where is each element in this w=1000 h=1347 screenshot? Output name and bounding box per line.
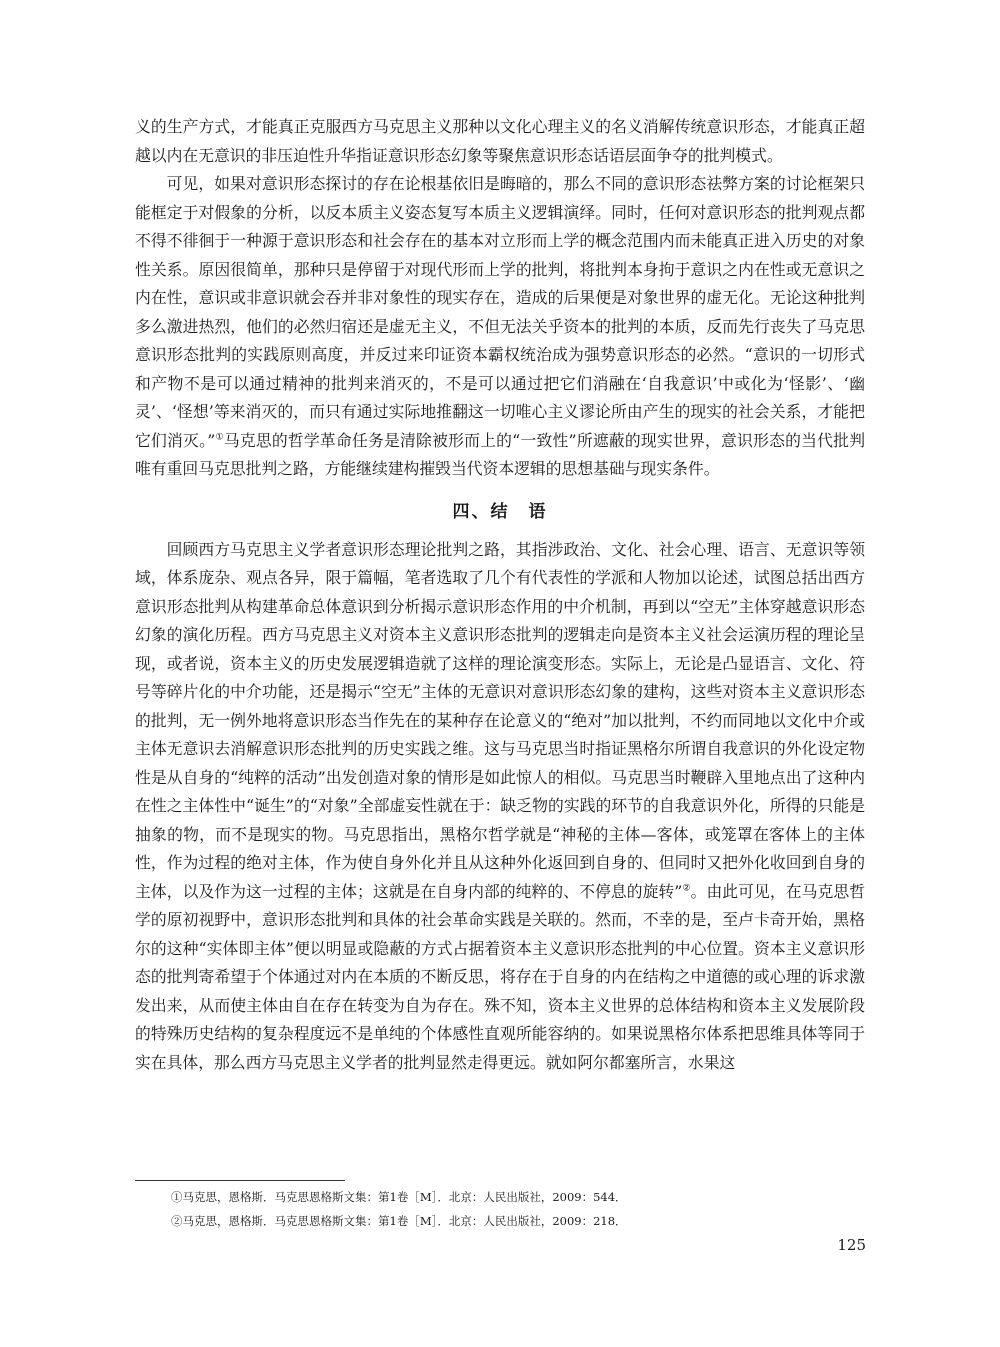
footnote-divider [135,1180,345,1181]
paragraph-continuation: 义的生产方式，才能真正克服西方马克思主义那种以文化心理主义的名义消解传统意识形态，才能真正超越以内在无意识的非压迫性升华指证意识形态幻象等聚焦意识形态话语层面争夺的批判模式。 [135,117,865,165]
page-body [135,113,865,1077]
footnote-ref-1: ① [215,432,224,443]
paragraph-text: 回顾西方马克思主义学者意识形态理论批判之路，其指涉政治、文化、社会心理、语言、无意识等领域，体系庞杂、观点各异，限于篇幅，笔者选取了几个有代表性的学派和人物加以论述，试图总括出西方意识形态批判从构建革命总体意识到分析揭示意识形态作用的中介机制，再到以“空无”主体穿越意识形态幻象的演化历程。西方马克思主义对资本主义意识形态批判的逻辑走向是资本主义社会运演历程的理论呈现，或者说，资本主义的历史发展逻辑造就了这样的理论演变形态。实际上，无论是凸显语言、文化、符号等碎片化的中介功能，还是揭示“空无”主体的无意识对意识形态幻象的建构，这些对资本主义意识形态的批判，无一例外地将意识形态当作先在的某种存在论意义的“绝对”加以批判，不约而同地以文化中介或主体无意识去消解意识形态批判的历史实践之维。这与马克思当时指证黑格尔所谓自我意识的外化设定物性是从自身的“纯粹的活动”出发创造对象的情形是如此惊人的相似。马克思当时鞭辟入里地点出了这种内在性之主体性中“诞生”的“对象”全部虚妄性就在于：缺乏物的实践的环节的自我意识外化，所得的只能是抽象的物，而不是现实的物。马克思指出，黑格尔哲学就是“神秘的主体—客体，或笼罩在客体上的主体性，作为过程的绝对主体，作为使自身外化并且从这种外化返回到自身的、但同时又把外化收回到自身的主体，以及作为这一过程的主体；这就是在自身内部的纯粹的、不停息的旋转” [135,539,865,901]
section-heading-conclusion: 四、结 语 [452,501,548,522]
footnote-1: ①马克思，恩格斯．马克思恩格斯文集：第1卷［M］．北京：人民出版社，2009：544． [171,1190,627,1204]
paragraph-conclusion [135,536,865,1078]
paragraph-text: 可见，如果对意识形态探讨的存在论根基依旧是晦暗的，那么不同的意识形态祛弊方案的讨论框架只能框定于对假象的分析，以反本质主义姿态复写本质主义逻辑演绎。同时，任何对意识形态的批判观点都不得不徘徊于一种源于意识形态和社会存在的基本对立形而上学的概念范围内而未能真正进入历史的对象性关系。原因很简单，那种只是停留于对现代形而上学的批判，将批判本身拘于意识之内在性或无意识之内在性，意识或非意识就会吞并非对象性的现实存在，造成的后果便是对象世界的虚无化。无论这种批判多么激进热烈，他们的必然归宿还是虚无主义，不但无法关乎资本的批判的本质，反而先行丧失了马克思意识形态批判的实践原则高度，并反过来印证资本霸权统治成为强势意识形态的必然。“意识的一切形式和产物不是可以通过精神的批判来消灭的，不是可以通过把它们消融在‘自我意识’中或化为‘怪影’、‘幽灵’、‘怪想’等来消灭的，而只有通过实际地推翻这一切唯心主义谬论所由产生的现实的社会关系，才能把它们消灭。” [135,174,865,450]
footnotes [135,1180,865,1233]
footnote-ref-2: ② [682,883,691,894]
paragraph-ontology-critique [135,170,865,484]
footnote-2: ②马克思，恩格斯．马克思恩格斯文集：第1卷［M］．北京：人民出版社，2009：218． [171,1214,627,1228]
paragraph-text: 。由此可见，在马克思哲学的原初视野中，意识形态批判和具体的社会革命实践是关联的。然而，不幸的是，至卢卡奇开始，黑格尔的这种“实体即主体”便以明显或隐蔽的方式占据着资本主义意识形态批判的中心位置。资本主义意识形态的批判寄希望于个体通过对内在本质的不断反思，将存在于自身的内在结构之中道德的或心理的诉求激发出来，从而使主体由自在存在转变为自为存在。殊不知，资本主义世界的总体结构和资本主义发展阶段的特殊历史结构的复杂程度远不是单纯的个体感性直观所能容纳的。如果说黑格尔体系把思维具体等同于实在具体，那么西方马克思主义学者的批判显然走得更远。就如阿尔都塞所言，水果这 [135,881,865,1072]
paragraph-text: 马克思的哲学革命任务是清除被形而上的“一致性”所遮蔽的现实世界，意识形态的当代批判唯有重回马克思批判之路，方能继续建构摧毁当代资本逻辑的思想基础与现实条件。 [135,430,865,478]
page-number: 125 [837,1236,866,1254]
